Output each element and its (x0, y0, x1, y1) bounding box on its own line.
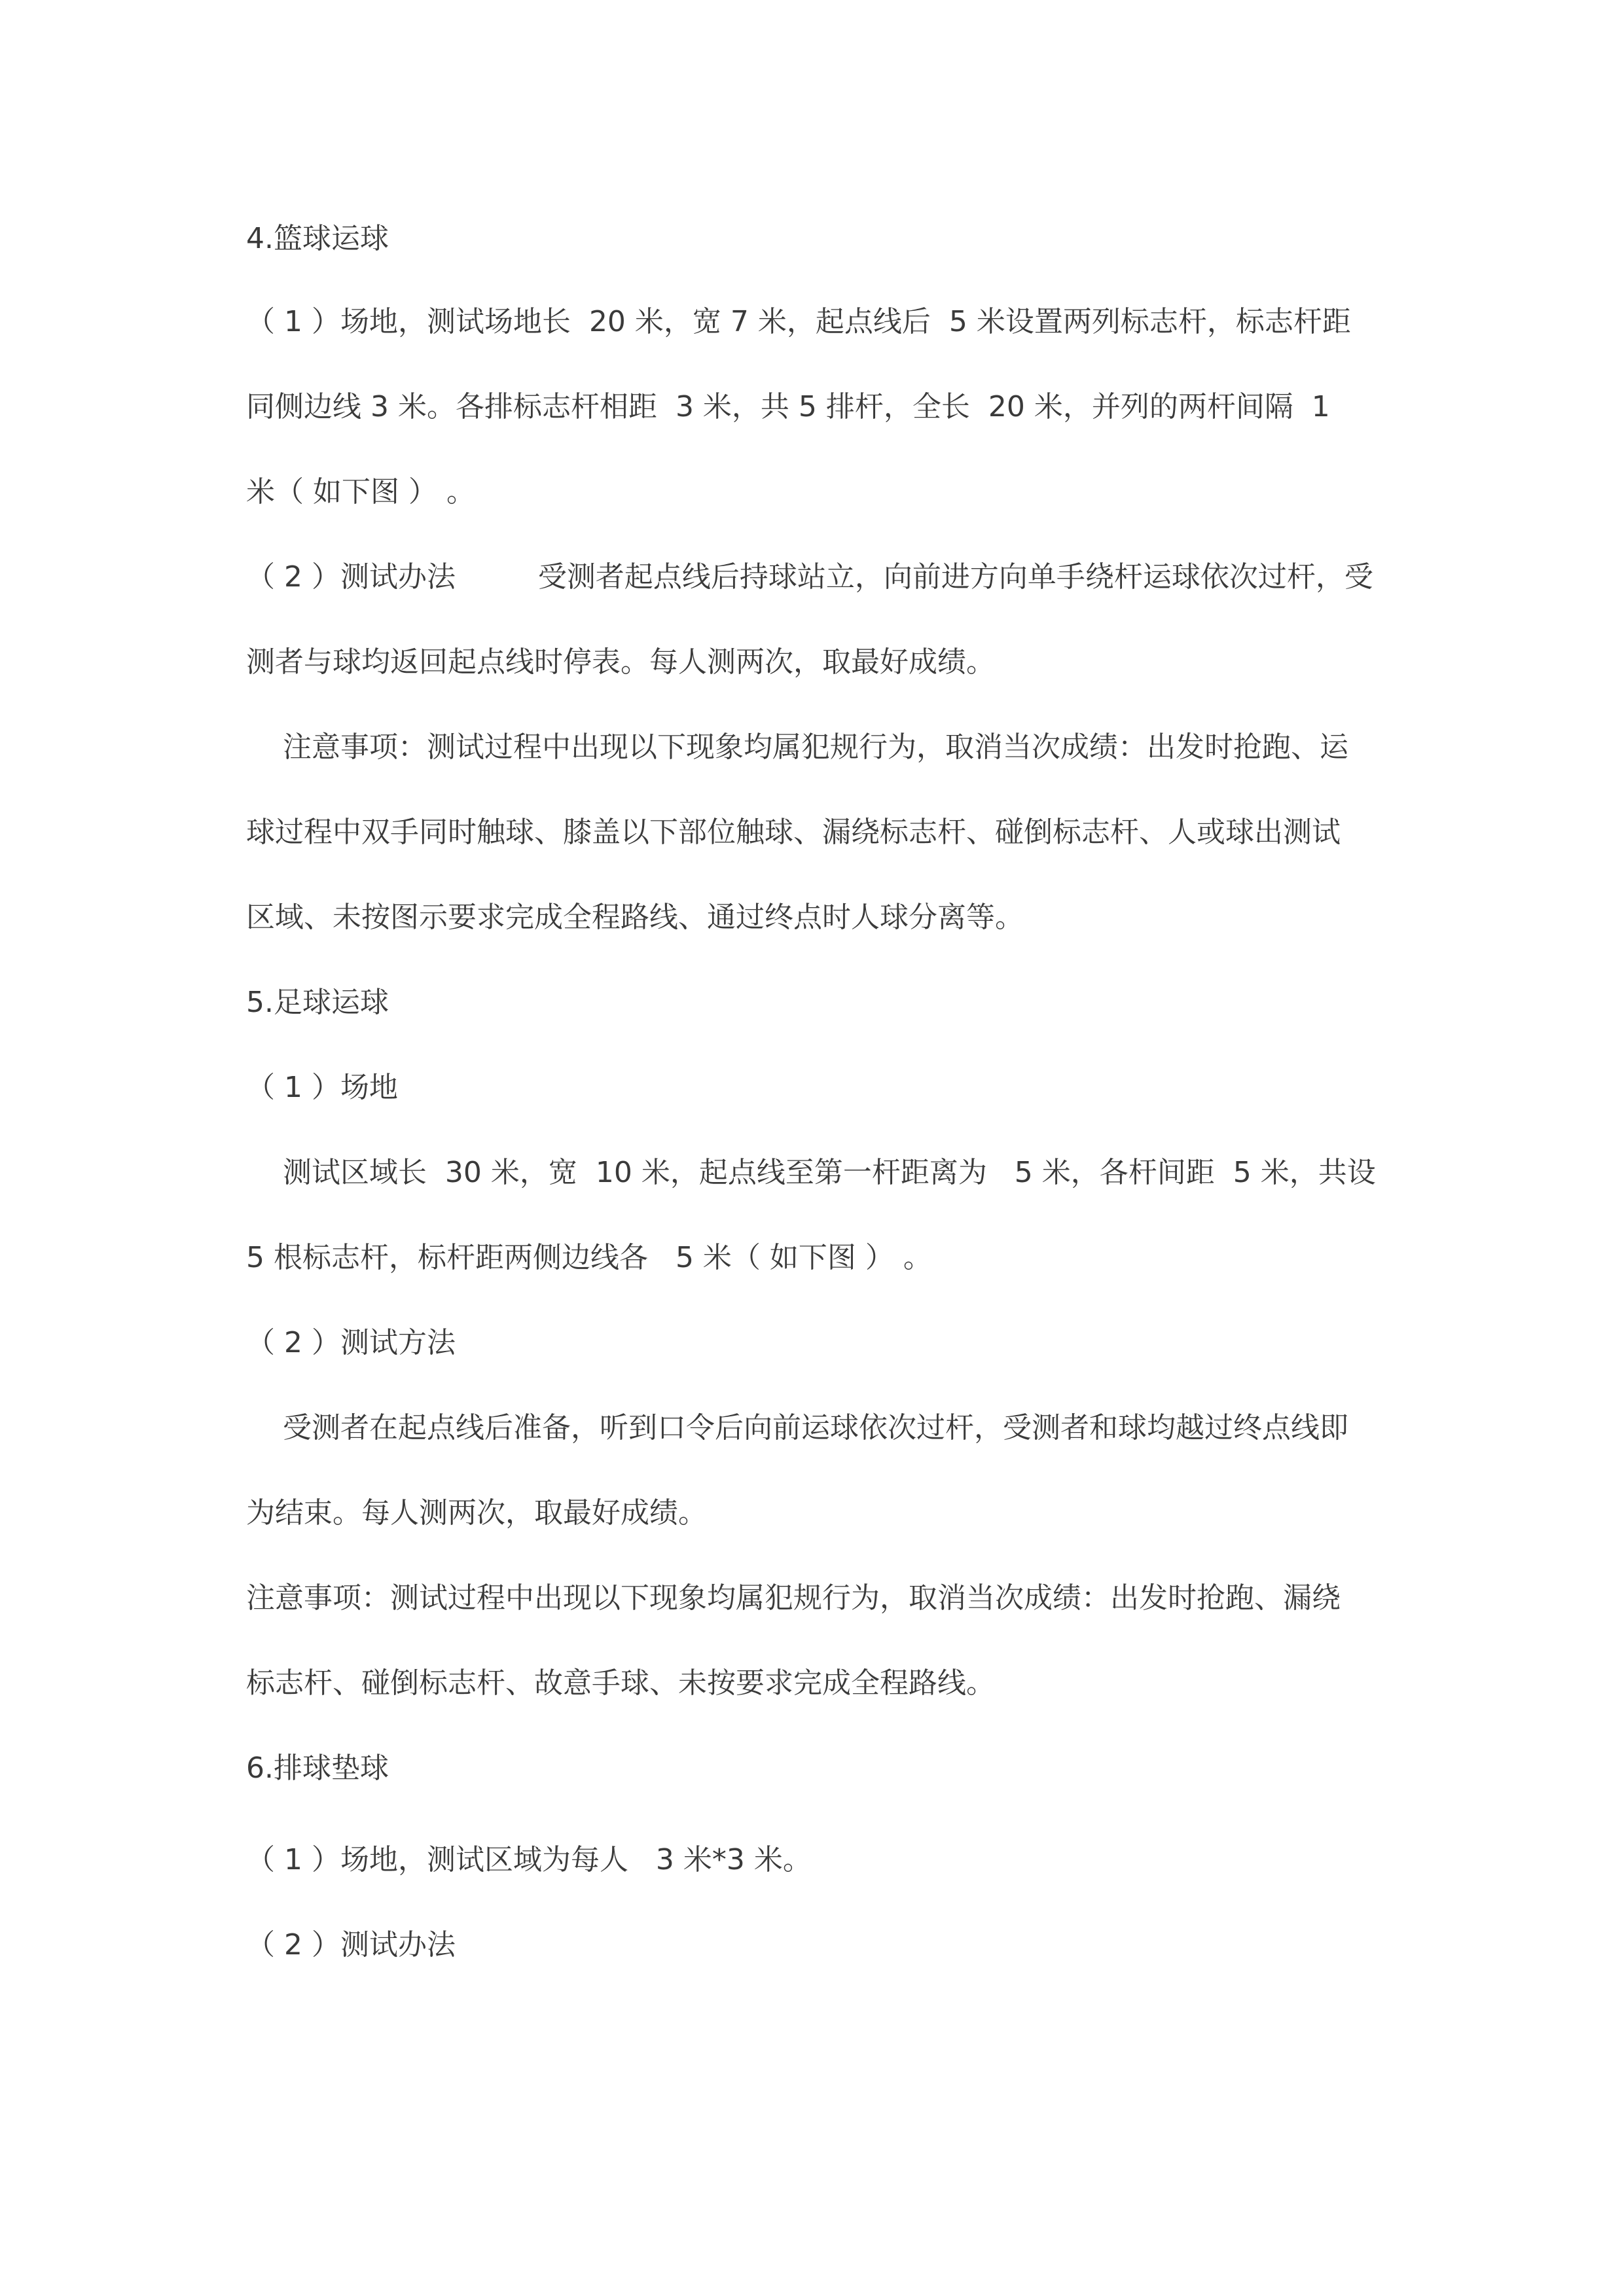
paragraph-basketball-method-1: （ 2 ）测试办法 受测者起点线后持球站立，向前进方向单手绕杆运球依次过杆，受 (246, 560, 1373, 594)
paragraph-football-method-1: 受测者在起点线后准备，听到口令后向前运球依次过杆，受测者和球均越过终点线即 (246, 1411, 1348, 1444)
paragraph-basketball-venue-2: 同侧边线 3 米。各排标志杆相距 3 米，共 5 排杆，全长 20 米，并列的两杆间隔 1 (246, 390, 1330, 423)
paragraph-volleyball-venue: （ 1 ）场地，测试区域为每人 3 米*3 米。 (246, 1843, 812, 1876)
paragraph-football-venue-2: 5 根标志杆，标杆距两侧边线各 5 米（ 如下图 ） 。 (246, 1241, 932, 1274)
paragraph-basketball-notes-2: 球过程中双手同时触球、膝盖以下部位触球、漏绕标志杆、碰倒标志杆、人或球出测试 (246, 816, 1341, 849)
paragraph-basketball-venue-3: 米（ 如下图 ） 。 (246, 475, 475, 509)
paragraph-football-notes-1: 注意事项：测试过程中出现以下现象均属犯规行为，取消当次成绩：出发时抢跑、漏绕 (246, 1581, 1341, 1615)
paragraph-basketball-venue-1: （ 1 ）场地，测试场地长 20 米，宽 7 米，起点线后 5 米设置两列标志杆，标志杆距 (246, 305, 1351, 338)
paragraph-football-notes-2: 标志杆、碰倒标志杆、故意手球、未按要求完成全程路线。 (246, 1666, 995, 1700)
heading-football-dribble: 5.足球运球 (246, 986, 389, 1019)
heading-volleyball-pass: 6.排球垫球 (246, 1751, 389, 1785)
paragraph-basketball-notes-1: 注意事项：测试过程中出现以下现象均属犯规行为，取消当次成绩：出发时抢跑、运 (246, 730, 1348, 764)
heading-basketball-dribble: 4.篮球运球 (246, 222, 389, 255)
paragraph-basketball-notes-3: 区域、未按图示要求完成全程路线、通过终点时人球分离等。 (246, 901, 1024, 934)
subheading-football-method: （ 2 ）测试方法 (246, 1326, 456, 1359)
paragraph-football-venue-1: 测试区域长 30 米，宽 10 米，起点线至第一杆距离为 5 米，各杆间距 5 米，共设 (246, 1156, 1376, 1189)
subheading-football-venue: （ 1 ）场地 (246, 1071, 398, 1104)
paragraph-basketball-method-2: 测者与球均返回起点线时停表。每人测两次，取最好成绩。 (246, 645, 995, 679)
subheading-volleyball-method: （ 2 ）测试办法 (246, 1928, 456, 1962)
paragraph-football-method-2: 为结束。每人测两次，取最好成绩。 (246, 1496, 707, 1530)
